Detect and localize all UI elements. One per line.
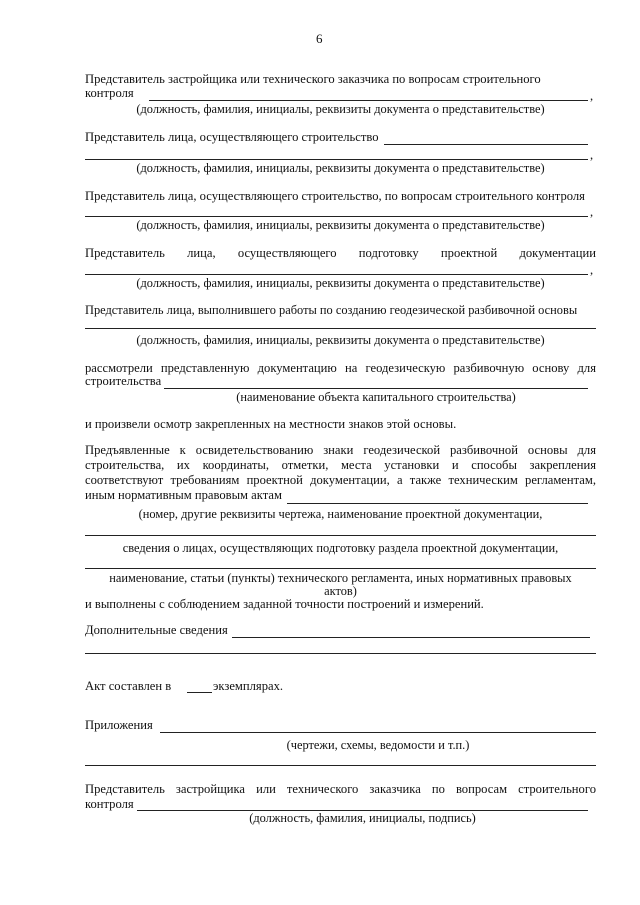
rep-developer-caption: (должность, фамилия, инициалы, реквизиты документа о представительстве) [136, 102, 545, 116]
presented-caption-3: наименование, статьи (пункты) технического регламента, иных нормативных правовых [109, 571, 572, 585]
rep-geodetic-caption: (должность, фамилия, инициалы, реквизиты документа о представительстве) [136, 333, 545, 347]
rep-developer-line1 [85, 72, 596, 87]
copies-after: экземплярах. [213, 679, 284, 693]
attachments-label: Приложения [85, 718, 153, 732]
considered-line2: строительства [85, 374, 162, 388]
comma: , [590, 148, 594, 162]
rep-builder-control-line1: Представитель лица, осуществляющего строительство, по вопросам строительного контроля [85, 189, 585, 203]
attachments-fill-line-2[interactable] [85, 765, 596, 766]
signature-caption: (должность, фамилия, инициалы, подпись) [249, 811, 476, 825]
rep-builder-line1: Представитель лица, осуществляющего строительство [85, 130, 379, 144]
presented-line2: строительства, их координаты, отметки, места установки и способы закрепления [85, 458, 596, 472]
rep-developer-fill-line[interactable] [149, 100, 588, 101]
comma: , [590, 263, 594, 277]
attachments-fill-line-1[interactable] [160, 732, 596, 733]
presented-line1: Предъявленные к освидетельствованию знаки геодезической разбивочной основы для [85, 443, 596, 457]
rep-builder-control-caption: (должность, фамилия, инициалы, реквизиты документа о представительстве) [136, 218, 545, 232]
considered-fill-line[interactable] [164, 388, 588, 389]
page-number: 6 [316, 31, 323, 46]
copies-fill-line[interactable] [187, 692, 212, 693]
copies-before: Акт составлен в [85, 679, 172, 693]
rep-builder-control-fill-line[interactable] [85, 216, 588, 217]
inspection-text: и произвели осмотр закрепленных на местности знаков этой основы. [85, 417, 457, 431]
rep-designer-fill-line[interactable] [85, 274, 588, 275]
considered-line1: рассмотрели представленную документацию на геодезическую разбивочную основу для [85, 361, 596, 375]
rep-builder-fill-line-b[interactable] [85, 159, 588, 160]
rep-developer-line2: контроля [85, 86, 134, 100]
presented-line3: соответствуют требованиям проектной документации, а также техническим регламентам, [85, 473, 596, 487]
rep-builder-fill-line-a[interactable] [384, 144, 588, 145]
presented-caption-2: сведения о лицах, осуществляющих подготовку раздела проектной документации, [122, 541, 559, 555]
signature-line1: Представитель застройщика или технического заказчика по вопросам строительного [85, 782, 596, 796]
attachments-caption: (чертежи, схемы, ведомости и т.п.) [286, 738, 470, 752]
presented-line5: и выполнены с соблюдением заданной точности построений и измерений. [85, 597, 484, 611]
presented-caption-3b: актов) [324, 584, 357, 598]
presented-line4: иным нормативным правовым актам [85, 488, 282, 502]
signature-line2: контроля [85, 797, 134, 811]
rep-developer-text: Представитель застройщика или технического заказчика по вопросам строительного [85, 72, 541, 86]
considered-caption: (наименование объекта капитального строительства) [236, 390, 516, 404]
additional-fill-line-1[interactable] [232, 637, 590, 638]
presented-fill-line-1[interactable] [287, 503, 588, 504]
rep-designer-line1: Представитель лица, осуществляющего подготовку проектной документации [85, 246, 596, 260]
presented-fill-line-2[interactable] [85, 535, 596, 536]
rep-designer-caption: (должность, фамилия, инициалы, реквизиты документа о представительстве) [136, 276, 545, 290]
presented-fill-line-3[interactable] [85, 568, 596, 569]
comma: , [590, 89, 594, 103]
comma: , [590, 205, 594, 219]
rep-builder-caption: (должность, фамилия, инициалы, реквизиты документа о представительстве) [136, 161, 545, 175]
rep-geodetic-line1: Представитель лица, выполнившего работы по созданию геодезической разбивочной основы [85, 303, 578, 317]
additional-fill-line-2[interactable] [85, 653, 596, 654]
presented-caption-1: (номер, другие реквизиты чертежа, наименование проектной документации, [138, 507, 543, 521]
additional-label: Дополнительные сведения [85, 623, 228, 637]
rep-geodetic-fill-line[interactable] [85, 328, 596, 329]
